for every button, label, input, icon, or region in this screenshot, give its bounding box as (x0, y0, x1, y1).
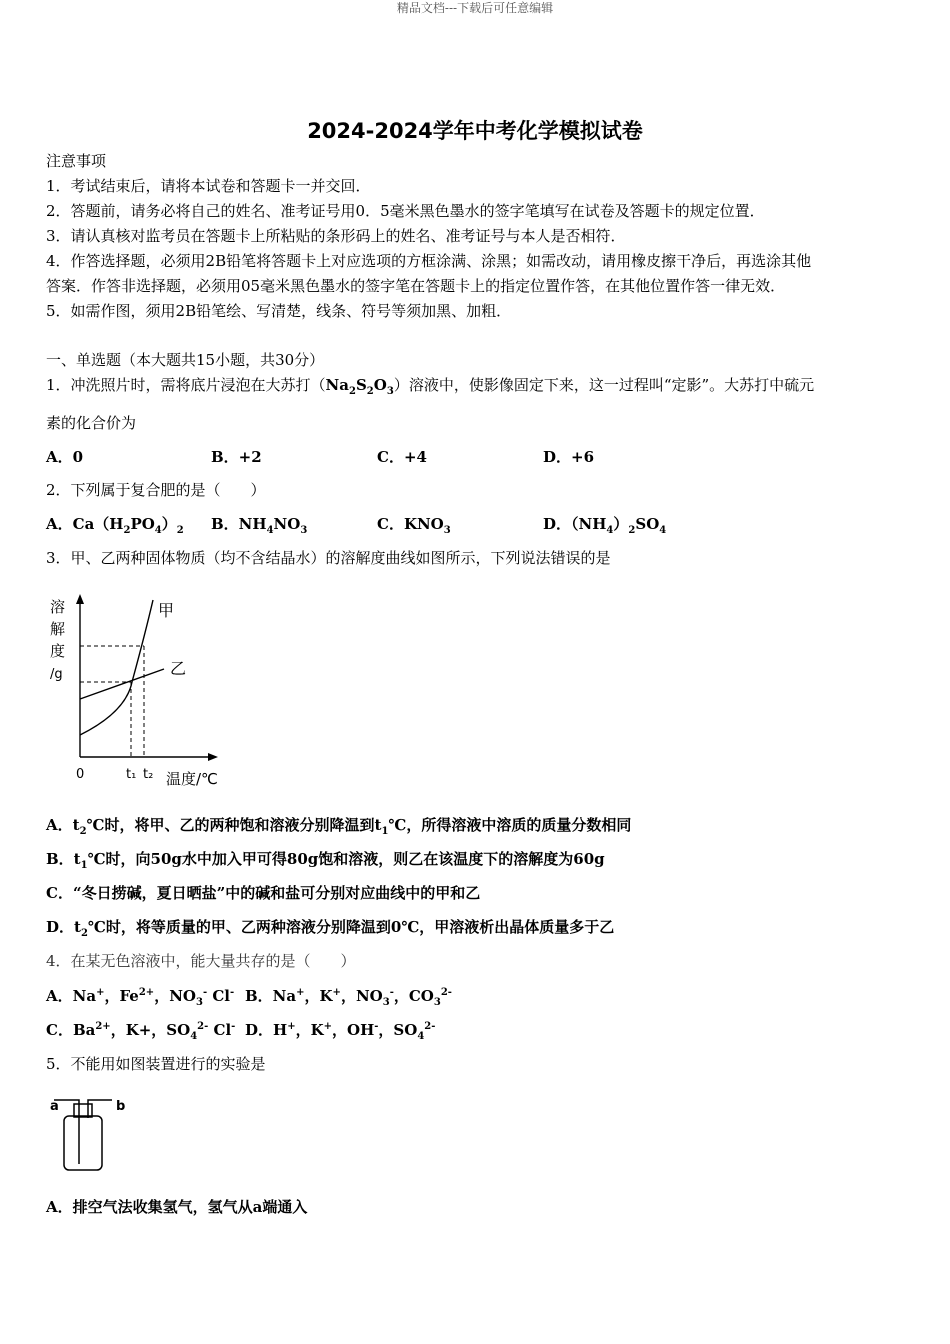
question-4-option-b[interactable]: B．Na+，K+，$NO_3^-$，$CO_3^{2-}$ (245, 987, 452, 1008)
y-axis-arrow (76, 594, 84, 604)
t2-label: t₂ (143, 767, 154, 782)
y-label-char: 解 (50, 620, 66, 638)
section-heading: 一、单选题（本大题共15小题，共30分） (46, 351, 325, 369)
question-3-option-c[interactable]: C．“冬日捞碱，夏日晒盐”中的碱和盐可分别对应曲线中的甲和乙 (46, 884, 481, 902)
question-1-option-c[interactable]: C．+4 (377, 448, 427, 466)
question-1-stem-cont: 素的化合价为 (46, 414, 137, 432)
question-1-option-d[interactable]: D．+6 (543, 448, 595, 466)
label-b: b (116, 1099, 126, 1114)
question-3-option-b[interactable]: B．$t_1℃$时，向50g水中加入甲可得80g饱和溶液，则乙在该温度下的溶解度为60g (46, 850, 605, 871)
label-a: a (50, 1099, 59, 1114)
bottle-stopper (74, 1104, 92, 1117)
page-title: 2024-2024学年中考化学模拟试卷 (307, 119, 643, 143)
notice-item: 答案．作答非选择题，必须用05毫米黑色墨水的签字笔在答题卡上的指定位置作答，在其他位置作答一律无效． (46, 277, 786, 295)
question-1-option-b[interactable]: B．+2 (211, 448, 262, 466)
curve-jia (80, 600, 153, 735)
question-2-option-b[interactable]: B．$NH_4NO_3$ (211, 515, 308, 536)
question-4-option-d[interactable]: D．H+，K+，OH-，$SO_4^{2-}$ (245, 1021, 436, 1042)
gas-bottle-figure (46, 1088, 136, 1176)
question-5-option-a[interactable]: A．排空气法收集氢气，氢气从a端通入 (46, 1198, 308, 1216)
t1-label: t₁ (126, 767, 137, 782)
notice-item: 1．考试结束后，请将本试卷和答题卡一并交回． (46, 177, 371, 195)
question-5-stem: 5．不能用如图装置进行的实验是 (46, 1055, 266, 1073)
notice-item: 3．请认真核对监考员在答题卡上所粘贴的条形码上的姓名、准考证号与本人是否相符． (46, 227, 626, 245)
y-label-char: 度 (50, 642, 66, 660)
question-3-option-a[interactable]: A．$t_2℃$时，将甲、乙的两种饱和溶液分别降温到$t_1℃$，所得溶液中溶质的质量分数相同 (46, 816, 632, 837)
x-axis-label: 温度/℃ (166, 770, 218, 788)
question-4-option-c[interactable]: C．$Ba^{2+}$，K+，$SO_4^{2-}$ Cl- (46, 1021, 236, 1042)
page-header: 精品文档---下载后可任意编辑 (396, 1, 554, 15)
bottle-body (64, 1116, 102, 1170)
question-3-stem: 3．甲、乙两种固体物质（均不含结晶水）的溶解度曲线如图所示，下列说法错误的是 (46, 549, 611, 567)
curve-yi (80, 669, 164, 699)
series-label-jia: 甲 (158, 601, 175, 620)
question-3-option-d[interactable]: D．$t_2℃$时，将等质量的甲、乙两种溶液分别降温到0℃，甲溶液析出晶体质量多于乙 (46, 918, 615, 939)
question-1-option-a[interactable]: A．0 (46, 448, 84, 466)
y-label-char: /g (50, 667, 63, 682)
notice-heading: 注意事项 (46, 152, 107, 170)
origin-label: 0 (76, 767, 85, 782)
series-label-yi: 乙 (170, 659, 187, 678)
y-label-char: 溶 (50, 598, 66, 616)
question-4-stem: 4．在某无色溶液中，能大量共存的是（ ） (46, 952, 356, 970)
notice-item: 4．作答选择题，必须用2B铅笔将答题卡上对应选项的方框涂满、涂黑；如需改动，请用橡皮擦干净后，再选涂其他 (46, 252, 812, 270)
question-2-option-a[interactable]: A．$Ca(H_2PO_4)_2$ (46, 515, 184, 536)
x-axis-arrow (208, 753, 218, 761)
question-2-option-c[interactable]: C．$KNO_3$ (377, 515, 451, 536)
question-4-option-a[interactable]: A．Na+，$Fe^{2+}$，$NO_3^-$ Cl- (46, 987, 235, 1008)
notice-item: 2．答题前，请务必将自己的姓名、准考证号用0．5毫米黑色墨水的签字笔填写在试卷及答题卡的规定位置． (46, 202, 765, 220)
solubility-curve-figure (40, 590, 240, 795)
question-2-option-d[interactable]: D．$(NH_4)_2SO_4$ (543, 515, 667, 536)
notice-item: 5．如需作图，须用2B铅笔绘、写清楚，线条、符号等须加黑、加粗． (46, 302, 512, 320)
question-2-stem: 2．下列属于复合肥的是（ ） (46, 481, 266, 499)
question-1-stem: 1．冲洗照片时，需将底片浸泡在大苏打$(Na_2S_2O_3)$溶液中，使影像固定下来，这一过程叫“定影”。大苏打中硫元 (46, 376, 815, 397)
